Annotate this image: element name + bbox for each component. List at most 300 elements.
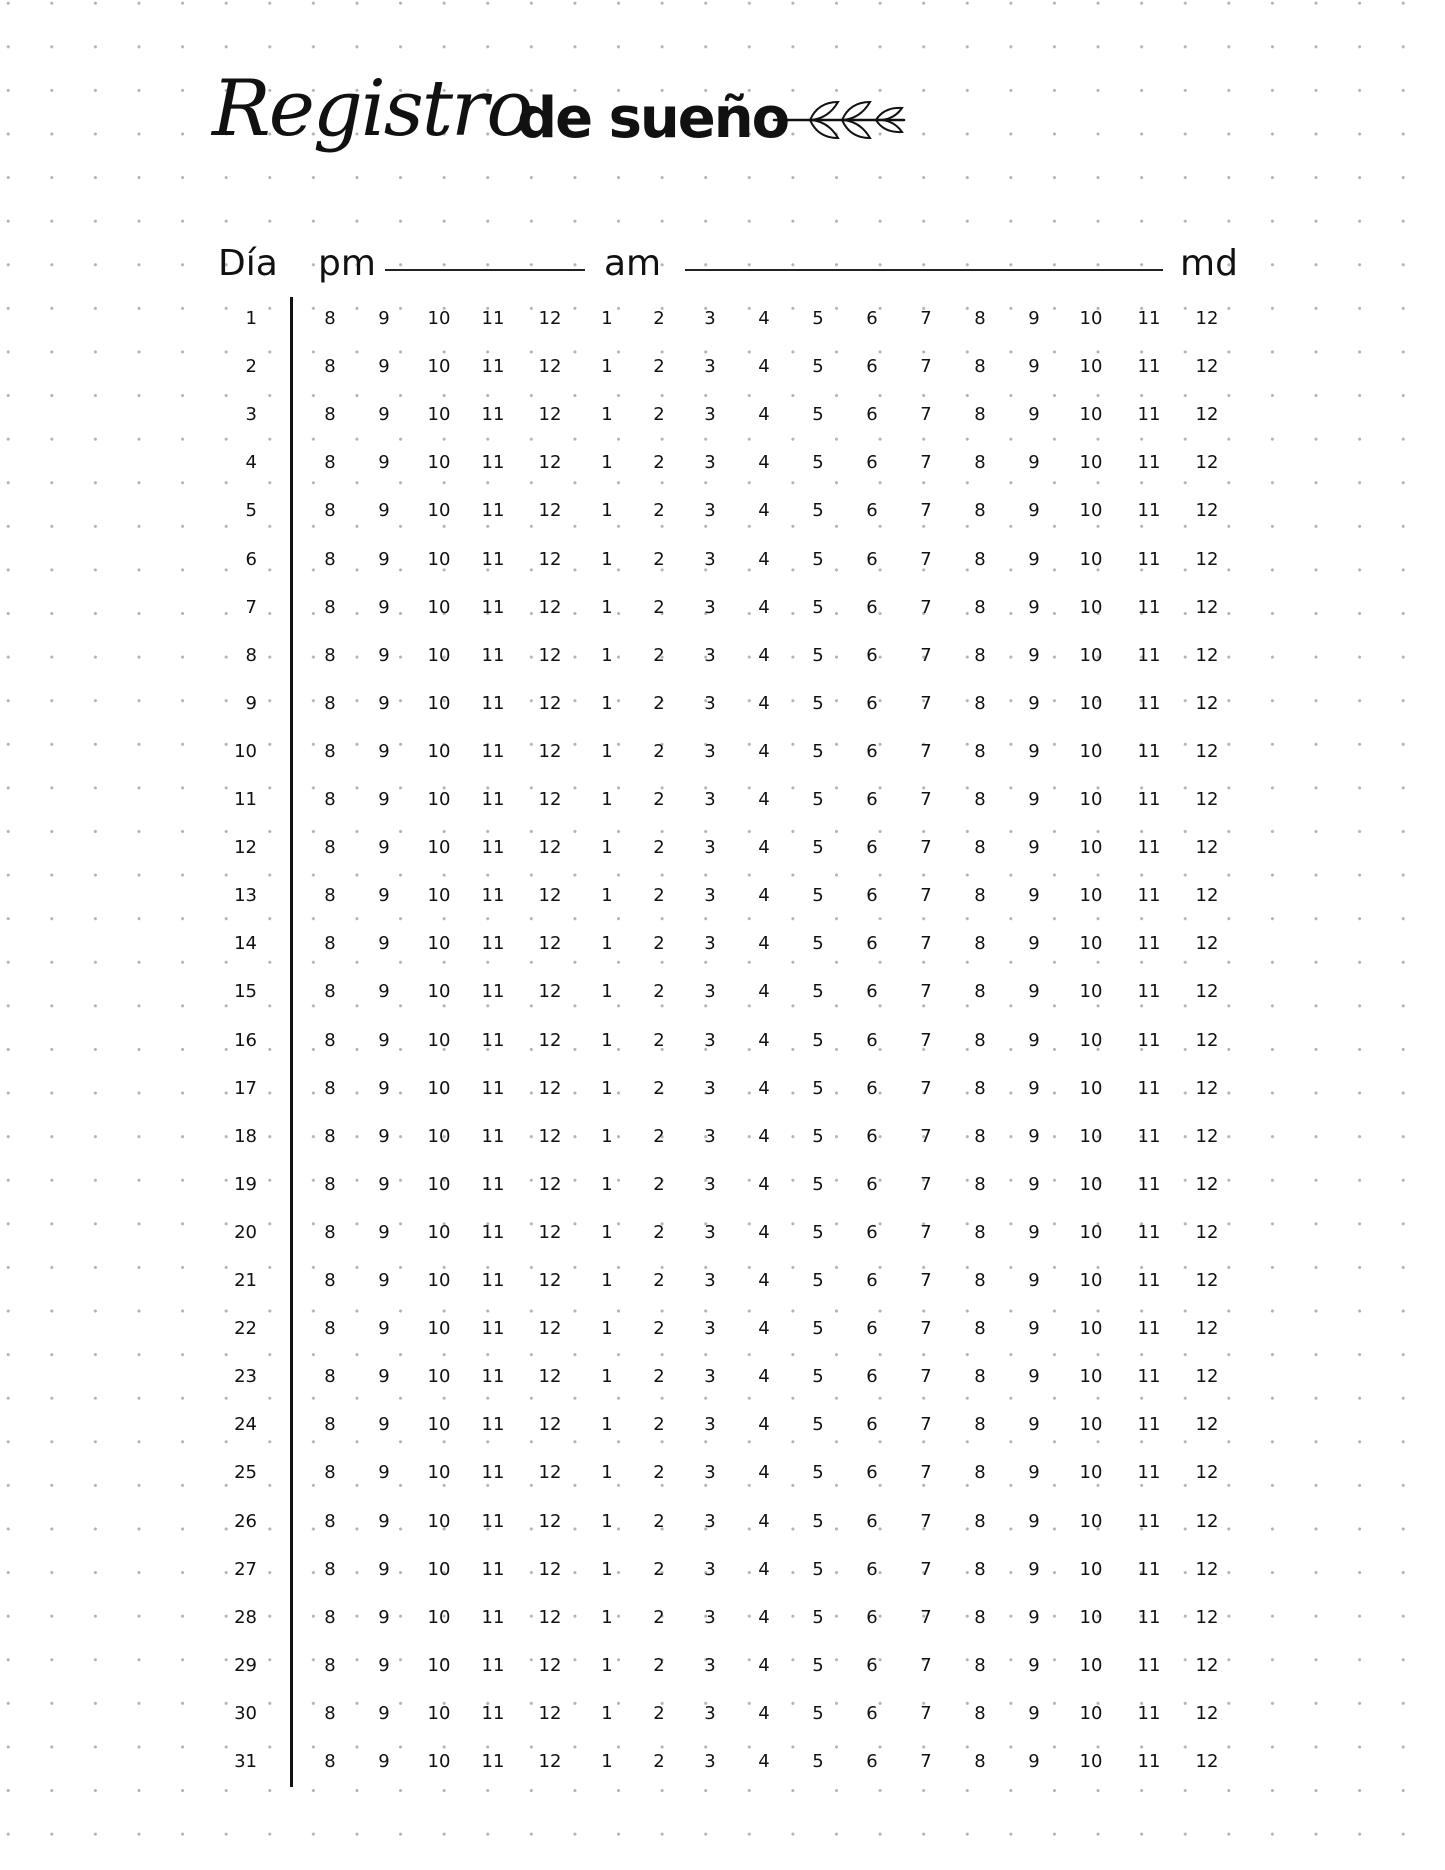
hour-cell[interactable]: 5 (812, 1654, 824, 1676)
hour-cell[interactable]: 9 (378, 596, 390, 618)
hour-cell[interactable]: 11 (1137, 1414, 1161, 1436)
hour-cell[interactable]: 10 (1079, 933, 1103, 955)
hour-cell[interactable]: 3 (704, 789, 716, 810)
hour-cell[interactable]: 5 (812, 1270, 824, 1291)
hour-cell[interactable]: 9 (1028, 596, 1040, 618)
hour-cell[interactable]: 10 (1079, 692, 1103, 714)
hour-cell[interactable]: 5 (812, 1702, 824, 1724)
hour-cell[interactable]: 10 (1079, 596, 1103, 618)
hour-cell[interactable]: 4 (758, 1173, 770, 1195)
hour-cell[interactable]: 10 (1079, 1558, 1103, 1580)
hour-cell[interactable]: 8 (974, 1221, 986, 1243)
hour-cell[interactable]: 1 (601, 1414, 613, 1436)
hour-cell[interactable]: 12 (538, 1462, 562, 1484)
hour-cell[interactable]: 12 (1195, 500, 1219, 522)
hour-cell[interactable]: 5 (812, 404, 824, 426)
hour-cell[interactable]: 10 (1079, 1077, 1103, 1099)
hour-cell[interactable]: 9 (378, 1606, 390, 1628)
hour-cell[interactable]: 10 (1079, 404, 1103, 426)
hour-cell[interactable]: 9 (1028, 740, 1040, 762)
hour-cell[interactable]: 9 (378, 1125, 390, 1147)
hour-cell[interactable]: 1 (601, 596, 613, 618)
hour-cell[interactable]: 9 (1028, 1125, 1040, 1147)
hour-cell[interactable]: 3 (704, 1029, 716, 1051)
hour-cell[interactable]: 8 (324, 1462, 336, 1484)
hour-cell[interactable]: 6 (866, 1125, 878, 1147)
hour-cell[interactable]: 2 (653, 1366, 665, 1388)
hour-cell[interactable]: 11 (481, 500, 505, 522)
hour-cell[interactable]: 3 (704, 308, 716, 329)
hour-cell[interactable]: 9 (1028, 1221, 1040, 1243)
hour-cell[interactable]: 12 (1195, 1510, 1219, 1532)
hour-cell[interactable]: 10 (427, 1558, 451, 1580)
hour-cell[interactable]: 9 (1028, 1173, 1040, 1195)
hour-cell[interactable]: 10 (427, 789, 451, 810)
hour-cell[interactable]: 8 (324, 981, 336, 1003)
hour-cell[interactable]: 1 (601, 933, 613, 955)
hour-cell[interactable]: 12 (538, 404, 562, 426)
hour-cell[interactable]: 12 (1195, 1654, 1219, 1676)
hour-cell[interactable]: 3 (704, 1077, 716, 1099)
hour-cell[interactable]: 11 (1137, 981, 1161, 1003)
hour-cell[interactable]: 9 (378, 452, 390, 474)
hour-cell[interactable]: 8 (974, 1751, 986, 1772)
hour-cell[interactable]: 12 (538, 933, 562, 955)
hour-cell[interactable]: 1 (601, 1510, 613, 1532)
hour-cell[interactable]: 11 (481, 1318, 505, 1340)
hour-cell[interactable]: 7 (920, 1125, 932, 1147)
hour-cell[interactable]: 11 (481, 740, 505, 762)
hour-cell[interactable]: 9 (1028, 692, 1040, 714)
hour-cell[interactable]: 4 (758, 1414, 770, 1436)
hour-cell[interactable]: 1 (601, 452, 613, 474)
hour-cell[interactable]: 3 (704, 1606, 716, 1628)
hour-cell[interactable]: 12 (538, 981, 562, 1003)
hour-cell[interactable]: 6 (866, 1029, 878, 1051)
hour-cell[interactable]: 12 (1195, 1029, 1219, 1051)
hour-cell[interactable]: 10 (1079, 885, 1103, 907)
hour-cell[interactable]: 9 (378, 1029, 390, 1051)
hour-cell[interactable]: 7 (920, 1702, 932, 1724)
hour-cell[interactable]: 7 (920, 789, 932, 810)
hour-cell[interactable]: 10 (427, 692, 451, 714)
hour-cell[interactable]: 10 (427, 356, 451, 378)
hour-cell[interactable]: 8 (974, 644, 986, 666)
hour-cell[interactable]: 10 (427, 1702, 451, 1724)
hour-cell[interactable]: 1 (601, 837, 613, 859)
hour-cell[interactable]: 11 (1137, 933, 1161, 955)
hour-cell[interactable]: 6 (866, 356, 878, 378)
hour-cell[interactable]: 12 (1195, 1366, 1219, 1388)
hour-cell[interactable]: 8 (974, 1077, 986, 1099)
hour-cell[interactable]: 8 (324, 789, 336, 810)
hour-cell[interactable]: 8 (974, 308, 986, 329)
hour-cell[interactable]: 9 (1028, 500, 1040, 522)
hour-cell[interactable]: 12 (1195, 1318, 1219, 1340)
hour-cell[interactable]: 1 (601, 1702, 613, 1724)
hour-cell[interactable]: 7 (920, 1077, 932, 1099)
hour-cell[interactable]: 12 (538, 1366, 562, 1388)
hour-cell[interactable]: 10 (1079, 1606, 1103, 1628)
hour-cell[interactable]: 9 (378, 356, 390, 378)
hour-cell[interactable]: 11 (1137, 1270, 1161, 1291)
hour-cell[interactable]: 3 (704, 981, 716, 1003)
hour-cell[interactable]: 7 (920, 1510, 932, 1532)
hour-cell[interactable]: 8 (324, 1221, 336, 1243)
hour-cell[interactable]: 9 (378, 1221, 390, 1243)
hour-cell[interactable]: 3 (704, 1221, 716, 1243)
hour-cell[interactable]: 2 (653, 1221, 665, 1243)
hour-cell[interactable]: 10 (427, 1221, 451, 1243)
hour-cell[interactable]: 10 (1079, 452, 1103, 474)
hour-cell[interactable]: 10 (427, 548, 451, 570)
hour-cell[interactable]: 7 (920, 1558, 932, 1580)
hour-cell[interactable]: 4 (758, 1366, 770, 1388)
hour-cell[interactable]: 7 (920, 1029, 932, 1051)
hour-cell[interactable]: 6 (866, 1606, 878, 1628)
hour-cell[interactable]: 8 (974, 1366, 986, 1388)
hour-cell[interactable]: 2 (653, 1077, 665, 1099)
hour-cell[interactable]: 8 (974, 692, 986, 714)
hour-cell[interactable]: 8 (324, 452, 336, 474)
hour-cell[interactable]: 11 (481, 789, 505, 810)
hour-cell[interactable]: 4 (758, 1606, 770, 1628)
hour-cell[interactable]: 1 (601, 644, 613, 666)
hour-cell[interactable]: 2 (653, 1510, 665, 1532)
hour-cell[interactable]: 8 (974, 1270, 986, 1291)
hour-cell[interactable]: 4 (758, 885, 770, 907)
hour-cell[interactable]: 3 (704, 1654, 716, 1676)
hour-cell[interactable]: 8 (324, 740, 336, 762)
hour-cell[interactable]: 5 (812, 837, 824, 859)
hour-cell[interactable]: 5 (812, 452, 824, 474)
hour-cell[interactable]: 11 (481, 981, 505, 1003)
hour-cell[interactable]: 11 (481, 452, 505, 474)
hour-cell[interactable]: 8 (974, 1029, 986, 1051)
hour-cell[interactable]: 10 (1079, 1366, 1103, 1388)
hour-cell[interactable]: 10 (427, 885, 451, 907)
hour-cell[interactable]: 3 (704, 1558, 716, 1580)
hour-cell[interactable]: 8 (324, 1173, 336, 1195)
hour-cell[interactable]: 9 (1028, 1462, 1040, 1484)
hour-cell[interactable]: 8 (974, 885, 986, 907)
hour-cell[interactable]: 8 (974, 1654, 986, 1676)
hour-cell[interactable]: 4 (758, 1654, 770, 1676)
hour-cell[interactable]: 2 (653, 1462, 665, 1484)
hour-cell[interactable]: 7 (920, 1751, 932, 1772)
hour-cell[interactable]: 11 (1137, 1366, 1161, 1388)
hour-cell[interactable]: 3 (704, 1318, 716, 1340)
hour-cell[interactable]: 5 (812, 500, 824, 522)
hour-cell[interactable]: 10 (1079, 1414, 1103, 1436)
hour-cell[interactable]: 9 (1028, 981, 1040, 1003)
hour-cell[interactable]: 4 (758, 1558, 770, 1580)
hour-cell[interactable]: 10 (1079, 548, 1103, 570)
hour-cell[interactable]: 7 (920, 500, 932, 522)
hour-cell[interactable]: 9 (1028, 1510, 1040, 1532)
hour-cell[interactable]: 12 (1195, 1462, 1219, 1484)
hour-cell[interactable]: 12 (1195, 789, 1219, 810)
hour-cell[interactable]: 12 (1195, 740, 1219, 762)
hour-cell[interactable]: 11 (1137, 500, 1161, 522)
hour-cell[interactable]: 7 (920, 1270, 932, 1291)
hour-cell[interactable]: 7 (920, 740, 932, 762)
hour-cell[interactable]: 8 (974, 1558, 986, 1580)
hour-cell[interactable]: 10 (1079, 981, 1103, 1003)
hour-cell[interactable]: 8 (324, 1414, 336, 1436)
hour-cell[interactable]: 10 (427, 1751, 451, 1772)
hour-cell[interactable]: 9 (1028, 356, 1040, 378)
hour-cell[interactable]: 8 (974, 452, 986, 474)
hour-cell[interactable]: 5 (812, 981, 824, 1003)
hour-cell[interactable]: 11 (481, 596, 505, 618)
hour-cell[interactable]: 12 (1195, 404, 1219, 426)
hour-cell[interactable]: 5 (812, 1558, 824, 1580)
hour-cell[interactable]: 11 (481, 1510, 505, 1532)
hour-cell[interactable]: 12 (1195, 1221, 1219, 1243)
hour-cell[interactable]: 2 (653, 1702, 665, 1724)
hour-cell[interactable]: 12 (538, 1318, 562, 1340)
hour-cell[interactable]: 12 (538, 1173, 562, 1195)
hour-cell[interactable]: 12 (538, 1558, 562, 1580)
hour-cell[interactable]: 9 (1028, 644, 1040, 666)
hour-cell[interactable]: 4 (758, 1318, 770, 1340)
hour-cell[interactable]: 10 (427, 500, 451, 522)
hour-cell[interactable]: 11 (1137, 1751, 1161, 1772)
hour-cell[interactable]: 11 (481, 1173, 505, 1195)
hour-cell[interactable]: 5 (812, 933, 824, 955)
hour-cell[interactable]: 9 (1028, 548, 1040, 570)
hour-cell[interactable]: 10 (427, 1414, 451, 1436)
hour-cell[interactable]: 1 (601, 1270, 613, 1291)
hour-cell[interactable]: 5 (812, 1077, 824, 1099)
hour-cell[interactable]: 11 (481, 1077, 505, 1099)
hour-cell[interactable]: 11 (1137, 1221, 1161, 1243)
hour-cell[interactable]: 6 (866, 452, 878, 474)
hour-cell[interactable]: 3 (704, 548, 716, 570)
hour-cell[interactable]: 10 (1079, 1751, 1103, 1772)
hour-cell[interactable]: 8 (324, 308, 336, 329)
hour-cell[interactable]: 8 (324, 404, 336, 426)
hour-cell[interactable]: 4 (758, 981, 770, 1003)
hour-cell[interactable]: 5 (812, 789, 824, 810)
hour-cell[interactable]: 9 (378, 1510, 390, 1532)
hour-cell[interactable]: 11 (481, 1751, 505, 1772)
hour-cell[interactable]: 12 (538, 452, 562, 474)
hour-cell[interactable]: 2 (653, 1125, 665, 1147)
hour-cell[interactable]: 1 (601, 1318, 613, 1340)
hour-cell[interactable]: 12 (538, 308, 562, 329)
hour-cell[interactable]: 12 (1195, 1558, 1219, 1580)
hour-cell[interactable]: 6 (866, 1318, 878, 1340)
hour-cell[interactable]: 10 (427, 308, 451, 329)
hour-cell[interactable]: 10 (1079, 1318, 1103, 1340)
hour-cell[interactable]: 11 (1137, 1510, 1161, 1532)
hour-cell[interactable]: 6 (866, 837, 878, 859)
hour-cell[interactable]: 10 (1079, 1462, 1103, 1484)
hour-cell[interactable]: 8 (974, 1125, 986, 1147)
hour-cell[interactable]: 1 (601, 1462, 613, 1484)
hour-cell[interactable]: 12 (538, 356, 562, 378)
hour-cell[interactable]: 9 (378, 548, 390, 570)
hour-cell[interactable]: 7 (920, 933, 932, 955)
hour-cell[interactable]: 5 (812, 1029, 824, 1051)
hour-cell[interactable]: 12 (538, 885, 562, 907)
hour-cell[interactable]: 12 (538, 596, 562, 618)
hour-cell[interactable]: 11 (481, 1414, 505, 1436)
hour-cell[interactable]: 7 (920, 1462, 932, 1484)
hour-cell[interactable]: 10 (427, 596, 451, 618)
hour-cell[interactable]: 11 (1137, 1077, 1161, 1099)
hour-cell[interactable]: 9 (378, 837, 390, 859)
hour-cell[interactable]: 1 (601, 1077, 613, 1099)
hour-cell[interactable]: 4 (758, 452, 770, 474)
hour-cell[interactable]: 3 (704, 1366, 716, 1388)
hour-cell[interactable]: 11 (1137, 596, 1161, 618)
hour-cell[interactable]: 4 (758, 1221, 770, 1243)
hour-cell[interactable]: 5 (812, 1125, 824, 1147)
hour-cell[interactable]: 5 (812, 1751, 824, 1772)
hour-cell[interactable]: 2 (653, 933, 665, 955)
hour-cell[interactable]: 10 (1079, 1270, 1103, 1291)
hour-cell[interactable]: 9 (1028, 1702, 1040, 1724)
hour-cell[interactable]: 8 (324, 885, 336, 907)
hour-cell[interactable]: 11 (481, 1558, 505, 1580)
hour-cell[interactable]: 6 (866, 500, 878, 522)
hour-cell[interactable]: 10 (427, 1606, 451, 1628)
hour-cell[interactable]: 12 (538, 1077, 562, 1099)
hour-cell[interactable]: 6 (866, 933, 878, 955)
hour-cell[interactable]: 9 (1028, 1751, 1040, 1772)
hour-cell[interactable]: 10 (427, 1318, 451, 1340)
hour-cell[interactable]: 8 (324, 1751, 336, 1772)
hour-cell[interactable]: 6 (866, 1077, 878, 1099)
hour-cell[interactable]: 7 (920, 1414, 932, 1436)
hour-cell[interactable]: 11 (1137, 692, 1161, 714)
hour-cell[interactable]: 11 (1137, 1702, 1161, 1724)
hour-cell[interactable]: 9 (378, 404, 390, 426)
hour-cell[interactable]: 11 (481, 1606, 505, 1628)
hour-cell[interactable]: 12 (1195, 1414, 1219, 1436)
hour-cell[interactable]: 7 (920, 981, 932, 1003)
hour-cell[interactable]: 8 (324, 644, 336, 666)
hour-cell[interactable]: 6 (866, 1270, 878, 1291)
hour-cell[interactable]: 7 (920, 308, 932, 329)
hour-cell[interactable]: 7 (920, 644, 932, 666)
hour-cell[interactable]: 9 (378, 933, 390, 955)
hour-cell[interactable]: 8 (324, 692, 336, 714)
hour-cell[interactable]: 1 (601, 356, 613, 378)
hour-cell[interactable]: 4 (758, 1077, 770, 1099)
hour-cell[interactable]: 9 (1028, 1654, 1040, 1676)
hour-cell[interactable]: 1 (601, 548, 613, 570)
hour-cell[interactable]: 11 (1137, 885, 1161, 907)
hour-cell[interactable]: 8 (324, 548, 336, 570)
hour-cell[interactable]: 12 (538, 644, 562, 666)
hour-cell[interactable]: 7 (920, 1606, 932, 1628)
hour-cell[interactable]: 10 (1079, 1702, 1103, 1724)
hour-cell[interactable]: 1 (601, 1173, 613, 1195)
hour-cell[interactable]: 8 (324, 1077, 336, 1099)
hour-cell[interactable]: 11 (1137, 1125, 1161, 1147)
hour-cell[interactable]: 10 (427, 933, 451, 955)
hour-cell[interactable]: 6 (866, 1558, 878, 1580)
hour-cell[interactable]: 6 (866, 1510, 878, 1532)
hour-cell[interactable]: 7 (920, 1318, 932, 1340)
hour-cell[interactable]: 4 (758, 933, 770, 955)
hour-cell[interactable]: 11 (481, 1462, 505, 1484)
hour-cell[interactable]: 9 (378, 789, 390, 810)
hour-cell[interactable]: 10 (1079, 644, 1103, 666)
hour-cell[interactable]: 11 (481, 933, 505, 955)
hour-cell[interactable]: 10 (427, 1173, 451, 1195)
hour-cell[interactable]: 11 (1137, 356, 1161, 378)
hour-cell[interactable]: 12 (1195, 596, 1219, 618)
hour-cell[interactable]: 8 (974, 1173, 986, 1195)
hour-cell[interactable]: 1 (601, 692, 613, 714)
hour-cell[interactable]: 3 (704, 596, 716, 618)
hour-cell[interactable]: 10 (1079, 356, 1103, 378)
hour-cell[interactable]: 4 (758, 596, 770, 618)
hour-cell[interactable]: 9 (1028, 404, 1040, 426)
hour-cell[interactable]: 6 (866, 596, 878, 618)
hour-cell[interactable]: 4 (758, 837, 770, 859)
hour-cell[interactable]: 4 (758, 1270, 770, 1291)
hour-cell[interactable]: 6 (866, 1173, 878, 1195)
hour-cell[interactable]: 7 (920, 404, 932, 426)
hour-cell[interactable]: 6 (866, 644, 878, 666)
hour-cell[interactable]: 8 (324, 1606, 336, 1628)
hour-cell[interactable]: 8 (974, 1414, 986, 1436)
hour-cell[interactable]: 11 (1137, 548, 1161, 570)
hour-cell[interactable]: 7 (920, 1366, 932, 1388)
hour-cell[interactable]: 10 (427, 1654, 451, 1676)
hour-cell[interactable]: 9 (378, 644, 390, 666)
hour-cell[interactable]: 1 (601, 404, 613, 426)
hour-cell[interactable]: 3 (704, 644, 716, 666)
hour-cell[interactable]: 9 (378, 1702, 390, 1724)
hour-cell[interactable]: 9 (1028, 308, 1040, 329)
hour-cell[interactable]: 9 (378, 1414, 390, 1436)
hour-cell[interactable]: 10 (1079, 1221, 1103, 1243)
hour-cell[interactable]: 8 (974, 596, 986, 618)
hour-cell[interactable]: 5 (812, 1414, 824, 1436)
hour-cell[interactable]: 11 (1137, 1606, 1161, 1628)
hour-cell[interactable]: 3 (704, 1462, 716, 1484)
hour-cell[interactable]: 7 (920, 452, 932, 474)
hour-cell[interactable]: 2 (653, 1029, 665, 1051)
hour-cell[interactable]: 4 (758, 644, 770, 666)
hour-cell[interactable]: 8 (324, 1270, 336, 1291)
hour-cell[interactable]: 12 (538, 1751, 562, 1772)
hour-cell[interactable]: 4 (758, 1462, 770, 1484)
hour-cell[interactable]: 3 (704, 500, 716, 522)
hour-cell[interactable]: 10 (1079, 1125, 1103, 1147)
hour-cell[interactable]: 11 (481, 1029, 505, 1051)
hour-cell[interactable]: 7 (920, 1654, 932, 1676)
hour-cell[interactable]: 8 (324, 933, 336, 955)
hour-cell[interactable]: 8 (974, 548, 986, 570)
hour-cell[interactable]: 6 (866, 1366, 878, 1388)
hour-cell[interactable]: 3 (704, 692, 716, 714)
hour-cell[interactable]: 9 (378, 1318, 390, 1340)
hour-cell[interactable]: 2 (653, 981, 665, 1003)
hour-cell[interactable]: 12 (538, 740, 562, 762)
hour-cell[interactable]: 3 (704, 452, 716, 474)
hour-cell[interactable]: 12 (1195, 1702, 1219, 1724)
hour-cell[interactable]: 3 (704, 740, 716, 762)
hour-cell[interactable]: 2 (653, 548, 665, 570)
